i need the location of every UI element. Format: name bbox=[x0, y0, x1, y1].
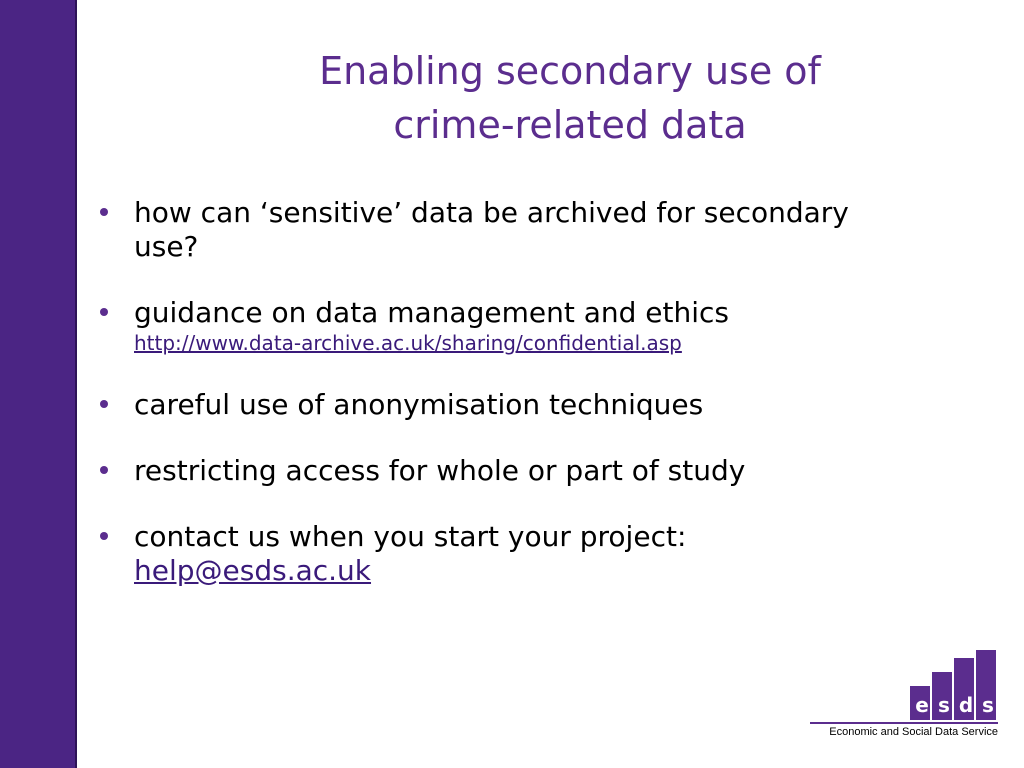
logo-letter: s bbox=[938, 693, 950, 717]
title-line-2: crime-related data bbox=[393, 103, 747, 147]
bullet-item-guidance bbox=[96, 296, 976, 356]
logo-letter: d bbox=[958, 693, 974, 717]
esds-logo bbox=[806, 650, 998, 746]
contact-email-link[interactable]: help@esds.ac.uk bbox=[134, 554, 372, 587]
bullet-text-continued: use? bbox=[134, 230, 199, 263]
bullet-item-anonymisation bbox=[96, 388, 976, 422]
bullet-dot-icon bbox=[100, 208, 108, 216]
title-line-1: Enabling secondary use of bbox=[319, 49, 821, 93]
bullet-item-restricting-access bbox=[96, 454, 976, 488]
guidance-link[interactable]: http://www.data-archive.ac.uk/sharing/confidential.asp bbox=[134, 331, 682, 355]
logo-letters bbox=[912, 692, 1000, 718]
bullet-text: restricting access for whole or part of study bbox=[134, 454, 746, 487]
logo-caption: Economic and Social Data Service bbox=[829, 726, 998, 738]
bullet-dot-icon bbox=[100, 532, 108, 540]
bullet-dot-icon bbox=[100, 308, 108, 316]
slide-title bbox=[160, 44, 980, 152]
sidebar-band bbox=[0, 0, 77, 768]
bullet-text: careful use of anonymisation techniques bbox=[134, 388, 704, 421]
bullet-text: guidance on data management and ethics bbox=[134, 296, 729, 329]
bullet-dot-icon bbox=[100, 400, 108, 408]
logo-rule bbox=[810, 722, 998, 724]
bullet-text: how can ‘sensitive’ data be archived for secondary bbox=[134, 196, 849, 229]
bullet-text: contact us when you start your project: bbox=[134, 520, 687, 553]
logo-letter: e bbox=[915, 693, 929, 717]
bullet-item-sensitive-data bbox=[96, 196, 976, 264]
bullet-dot-icon bbox=[100, 466, 108, 474]
bullet-item-contact bbox=[96, 520, 976, 588]
logo-letter: s bbox=[982, 693, 994, 717]
bullet-list bbox=[96, 196, 976, 620]
